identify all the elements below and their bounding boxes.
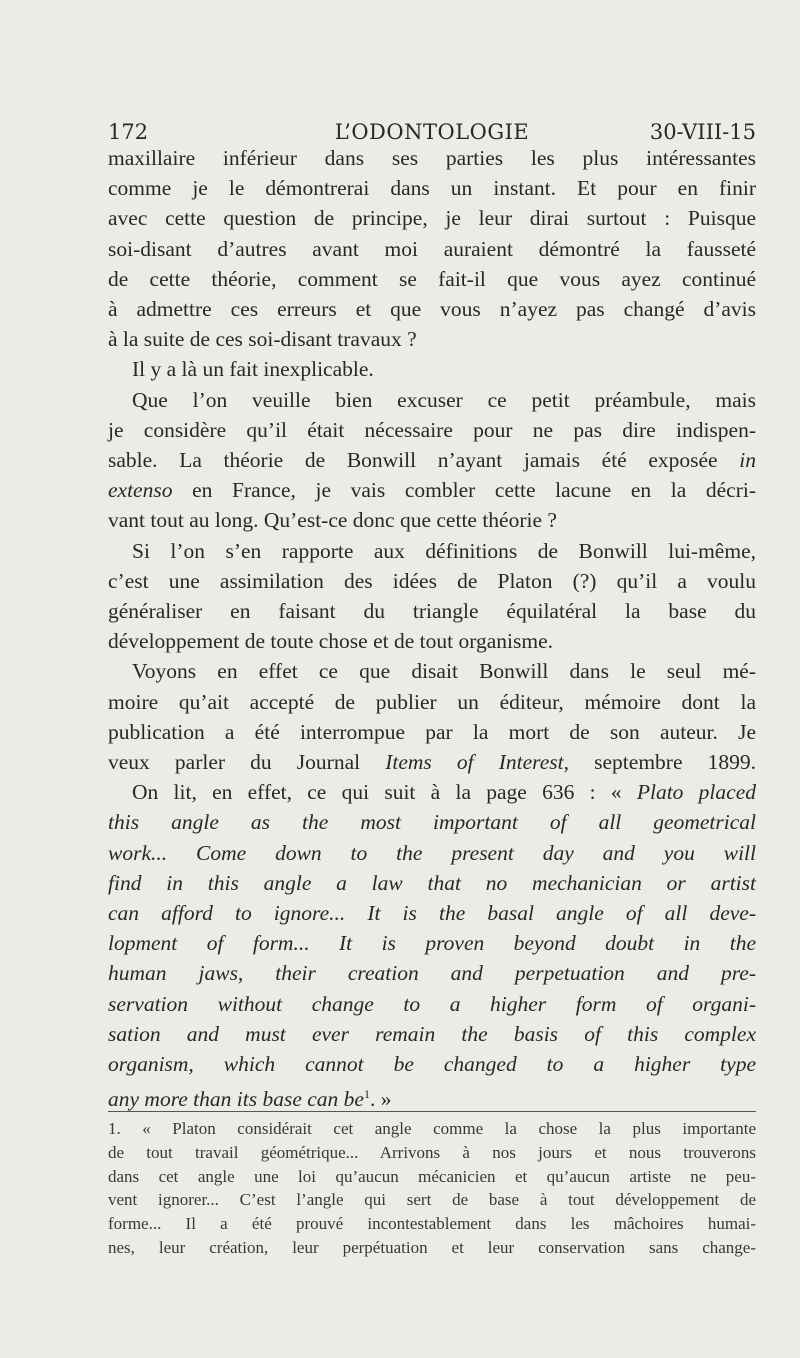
text-line: Il y a là un fait inexplicable.	[132, 357, 374, 382]
text-line: moire qu’ait accepté de publier un éditeur, mémoire dont la	[108, 689, 756, 714]
text-line: de cette théorie, comment se fait-il que vous ayez continué	[108, 266, 756, 291]
italic-term: extenso	[108, 478, 173, 503]
text-line: comme je le démontrerai dans un instant. Et pour en finir	[108, 176, 756, 201]
running-header	[108, 118, 756, 146]
text-segment: any more than its base can be	[108, 1087, 364, 1112]
footnote	[108, 1117, 756, 1260]
text-segment: sable. La théorie de Bonwill n’ayant jamais été exposée	[108, 448, 740, 473]
footnote-divider	[108, 1111, 756, 1112]
quote-line: organism, which cannot be changed to a higher type	[108, 1052, 756, 1077]
page-number: 172	[108, 120, 149, 144]
text-line: publication a été interrompue par la mort de son auteur. Je	[108, 719, 756, 744]
footnote-line: dans cet angle une loi qu’aucun mécanicien et qu’aucun artiste ne peu-	[108, 1166, 756, 1186]
text-line: Voyons en effet ce que disait Bonwill dans le seul mé-	[132, 659, 756, 684]
quote-line: servation without change to a higher form of organi-	[108, 991, 756, 1016]
text-line: vant tout au long. Qu’est-ce donc que cette théorie ?	[108, 508, 557, 533]
footnote-line: vent ignorer... C’est l’angle qui sert de base à tout développement de	[108, 1190, 756, 1210]
journal-title: Items of Interest	[385, 750, 564, 775]
quote-line: this angle as the most important of all geometrical	[108, 810, 756, 835]
text-line	[108, 777, 756, 807]
quote-line: human jaws, their creation and perpetuation and pre-	[108, 961, 756, 986]
text-line: soi-disant d’autres avant moi auraient démontré la fausseté	[108, 236, 756, 261]
footnote-line: forme... Il a été prouvé incontestablement dans les mâchoires humai-	[108, 1214, 756, 1234]
text-line: généraliser en faisant du triangle équilatéral la base du	[108, 599, 756, 624]
text-segment: en France, je vais combler cette lacune en la décri-	[192, 478, 757, 503]
text-line: c’est une assimilation des idées de Platon (?) qu’il a voulu	[108, 568, 756, 593]
text-line: Si l’on s’en rapporte aux définitions de Bonwill lui-même,	[132, 538, 756, 563]
footnote-marker[interactable]: 1	[363, 1087, 370, 1102]
footnote-line: 1. « Platon considérait cet angle comme la chose la plus importante	[108, 1119, 756, 1138]
text-line	[108, 747, 756, 777]
quote-line: work... Come down to the present day and you will	[108, 840, 756, 865]
quote-line: find in this angle a law that no mechanician or artist	[108, 870, 756, 895]
text-line: je considère qu’il était nécessaire pour ne pas dire indispen-	[108, 417, 756, 442]
text-line	[108, 445, 756, 475]
text-segment: . »	[369, 1087, 392, 1112]
running-title: L’ODONTOLOGIE	[334, 120, 530, 144]
text-segment: veux parler du Journal	[108, 750, 386, 775]
text-segment: On lit, en effet, ce qui suit à la page 636 : «	[132, 780, 637, 805]
main-text	[108, 143, 756, 1115]
quote-line: sation and must ever remain the basis of this complex	[108, 1021, 756, 1046]
issue-date: 30-VIII-15	[649, 120, 756, 144]
text-line: à la suite de ces soi-disant travaux ?	[108, 327, 417, 352]
footnote-line: nes, leur création, leur perpétuation et leur conservation sans change-	[108, 1237, 756, 1257]
quote-line: can afford to ignore... It is the basal angle of all deve-	[108, 901, 756, 926]
quote-segment: Plato placed	[636, 780, 756, 805]
quote-line: lopment of form... It is proven beyond doubt in the	[108, 931, 756, 956]
text-line: avec cette question de principe, je leur dirai surtout : Puisque	[108, 206, 756, 231]
text-segment: , septembre 1899.	[563, 750, 756, 775]
text-line: à admettre ces erreurs et que vous n’ayez pas changé d’avis	[108, 297, 756, 322]
text-line	[108, 475, 756, 505]
text-line: maxillaire inférieur dans ses parties les plus intéressantes	[108, 146, 756, 170]
text-line: Que l’on veuille bien excuser ce petit préambule, mais	[132, 387, 756, 412]
italic-term: in	[739, 448, 756, 473]
footnote-line: de tout travail géométrique... Arrivons à nos jours et nous trouverons	[108, 1142, 756, 1162]
text-line: développement de toute chose et de tout organisme.	[108, 629, 554, 654]
quote-line	[108, 1079, 756, 1114]
